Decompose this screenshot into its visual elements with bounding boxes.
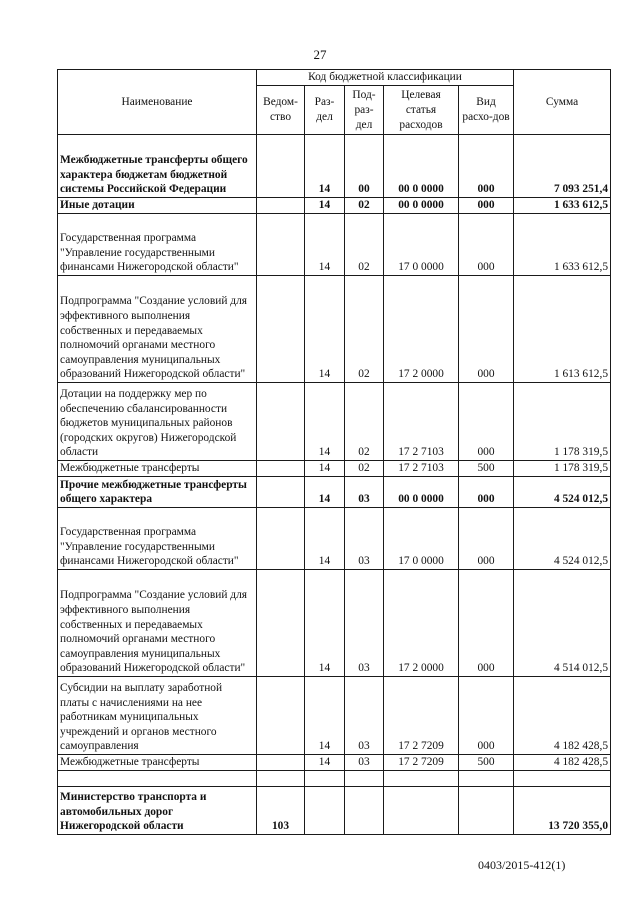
row-podrazdel [345,787,384,835]
row-vid: 000 [459,477,514,508]
row-target [384,771,459,787]
row-vedomstvo [257,135,305,198]
row-razdel: 14 [305,677,345,755]
header-name: Наименование [58,70,257,135]
row-razdel: 14 [305,570,345,677]
row-podrazdel: 02 [345,214,384,276]
row-podrazdel [345,771,384,787]
row-vid [459,771,514,787]
table-row [58,198,611,214]
row-sum: 4 524 012,5 [514,477,611,508]
row-target: 17 2 0000 [384,570,459,677]
row-vid: 500 [459,755,514,771]
row-name: Иные дотации [58,198,257,214]
row-vedomstvo [257,276,305,383]
table-row [58,135,611,198]
row-name: Межбюджетные трансферты общего характера бюджетам бюджетной системы Российской Федерации [58,135,257,198]
row-vedomstvo [257,771,305,787]
row-target: 17 0 0000 [384,508,459,570]
row-vedomstvo [257,755,305,771]
page-number: 27 [313,47,327,62]
row-target: 17 2 7103 [384,461,459,477]
row-target: 00 0 0000 [384,477,459,508]
row-sum: 4 524 012,5 [514,508,611,570]
row-target: 17 2 7209 [384,755,459,771]
row-vedomstvo [257,508,305,570]
table-row [58,508,611,570]
row-vid: 000 [459,276,514,383]
table-row [58,214,611,276]
row-sum [514,771,611,787]
row-sum: 13 720 355,0 [514,787,611,835]
row-podrazdel: 02 [345,198,384,214]
row-sum: 1 633 612,5 [514,214,611,276]
table-row [58,771,611,787]
row-sum: 1 178 319,5 [514,461,611,477]
row-sum: 4 514 012,5 [514,570,611,677]
row-vid [459,787,514,835]
row-razdel [305,787,345,835]
row-podrazdel: 02 [345,383,384,461]
row-podrazdel: 03 [345,570,384,677]
row-razdel: 14 [305,214,345,276]
row-podrazdel: 03 [345,477,384,508]
row-razdel: 14 [305,135,345,198]
row-vedomstvo [257,383,305,461]
header-podrazdel: Под-раз-дел [345,86,384,135]
row-name: Подпрограмма "Создание условий для эффективного выполнения собственных и передаваемых полномочий органами местного самоуправления муниципальных образований Нижегородской области" [58,276,257,383]
row-vedomstvo: 103 [257,787,305,835]
row-razdel: 14 [305,477,345,508]
row-podrazdel: 00 [345,135,384,198]
row-target: 17 2 7209 [384,677,459,755]
row-sum: 4 182 428,5 [514,755,611,771]
row-vid: 000 [459,383,514,461]
row-razdel: 14 [305,508,345,570]
row-podrazdel: 03 [345,677,384,755]
table-row [58,276,611,383]
row-vid: 000 [459,198,514,214]
row-target [384,787,459,835]
row-target: 00 0 0000 [384,198,459,214]
header-sum: Сумма [514,70,611,135]
row-target: 17 2 0000 [384,276,459,383]
table-row [58,677,611,755]
row-razdel: 14 [305,461,345,477]
row-vid: 000 [459,214,514,276]
row-name: Государственная программа "Управление государственными финансами Нижегородской области" [58,214,257,276]
row-vedomstvo [257,570,305,677]
row-name: Прочие межбюджетные трансферты общего характера [58,477,257,508]
row-vedomstvo [257,461,305,477]
row-name: Межбюджетные трансферты [58,755,257,771]
header-vid: Вид расхо-дов [459,86,514,135]
row-vedomstvo [257,198,305,214]
row-razdel: 14 [305,383,345,461]
header-vedomstvo: Ведом-ство [257,86,305,135]
row-vid: 000 [459,570,514,677]
row-sum: 1 613 612,5 [514,276,611,383]
header-razdel: Раз-дел [305,86,345,135]
table-body [58,135,611,835]
row-vedomstvo [257,214,305,276]
table-row [58,755,611,771]
document-code: 0403/2015-412(1) [478,858,566,872]
row-vid: 000 [459,135,514,198]
row-sum: 7 093 251,4 [514,135,611,198]
row-vedomstvo [257,477,305,508]
row-target: 17 2 7103 [384,383,459,461]
row-podrazdel: 02 [345,461,384,477]
row-name: Подпрограмма "Создание условий для эффективного выполнения собственных и передаваемых полномочий органами местного самоуправления муниципальных образований Нижегородской области" [58,570,257,677]
row-name: Субсидии на выплату заработной платы с начислениями на нее работникам муниципальных учреждений и органов местного самоуправления [58,677,257,755]
row-razdel: 14 [305,198,345,214]
row-vid: 000 [459,677,514,755]
table-row [58,383,611,461]
header-target: Целевая статья расходов [384,86,459,135]
table-row [58,461,611,477]
row-sum: 1 633 612,5 [514,198,611,214]
row-vid: 000 [459,508,514,570]
table-row [58,477,611,508]
row-target: 00 0 0000 [384,135,459,198]
row-name: Государственная программа "Управление государственными финансами Нижегородской области" [58,508,257,570]
row-name: Министерство транспорта и автомобильных дорог Нижегородской области [58,787,257,835]
budget-table [57,69,611,835]
row-razdel: 14 [305,276,345,383]
row-podrazdel: 03 [345,508,384,570]
row-sum: 1 178 319,5 [514,383,611,461]
row-razdel [305,771,345,787]
row-podrazdel: 03 [345,755,384,771]
table-row [58,787,611,835]
row-name: Дотации на поддержку мер по обеспечению сбалансированности бюджетов муниципальных районов (городских округов) Нижегородской области [58,383,257,461]
row-razdel: 14 [305,755,345,771]
row-vedomstvo [257,677,305,755]
header-code-group: Код бюджетной классификации [257,70,514,86]
table-row [58,570,611,677]
row-vid: 500 [459,461,514,477]
row-target: 17 0 0000 [384,214,459,276]
row-name: Межбюджетные трансферты [58,461,257,477]
row-name [58,771,257,787]
row-podrazdel: 02 [345,276,384,383]
row-sum: 4 182 428,5 [514,677,611,755]
